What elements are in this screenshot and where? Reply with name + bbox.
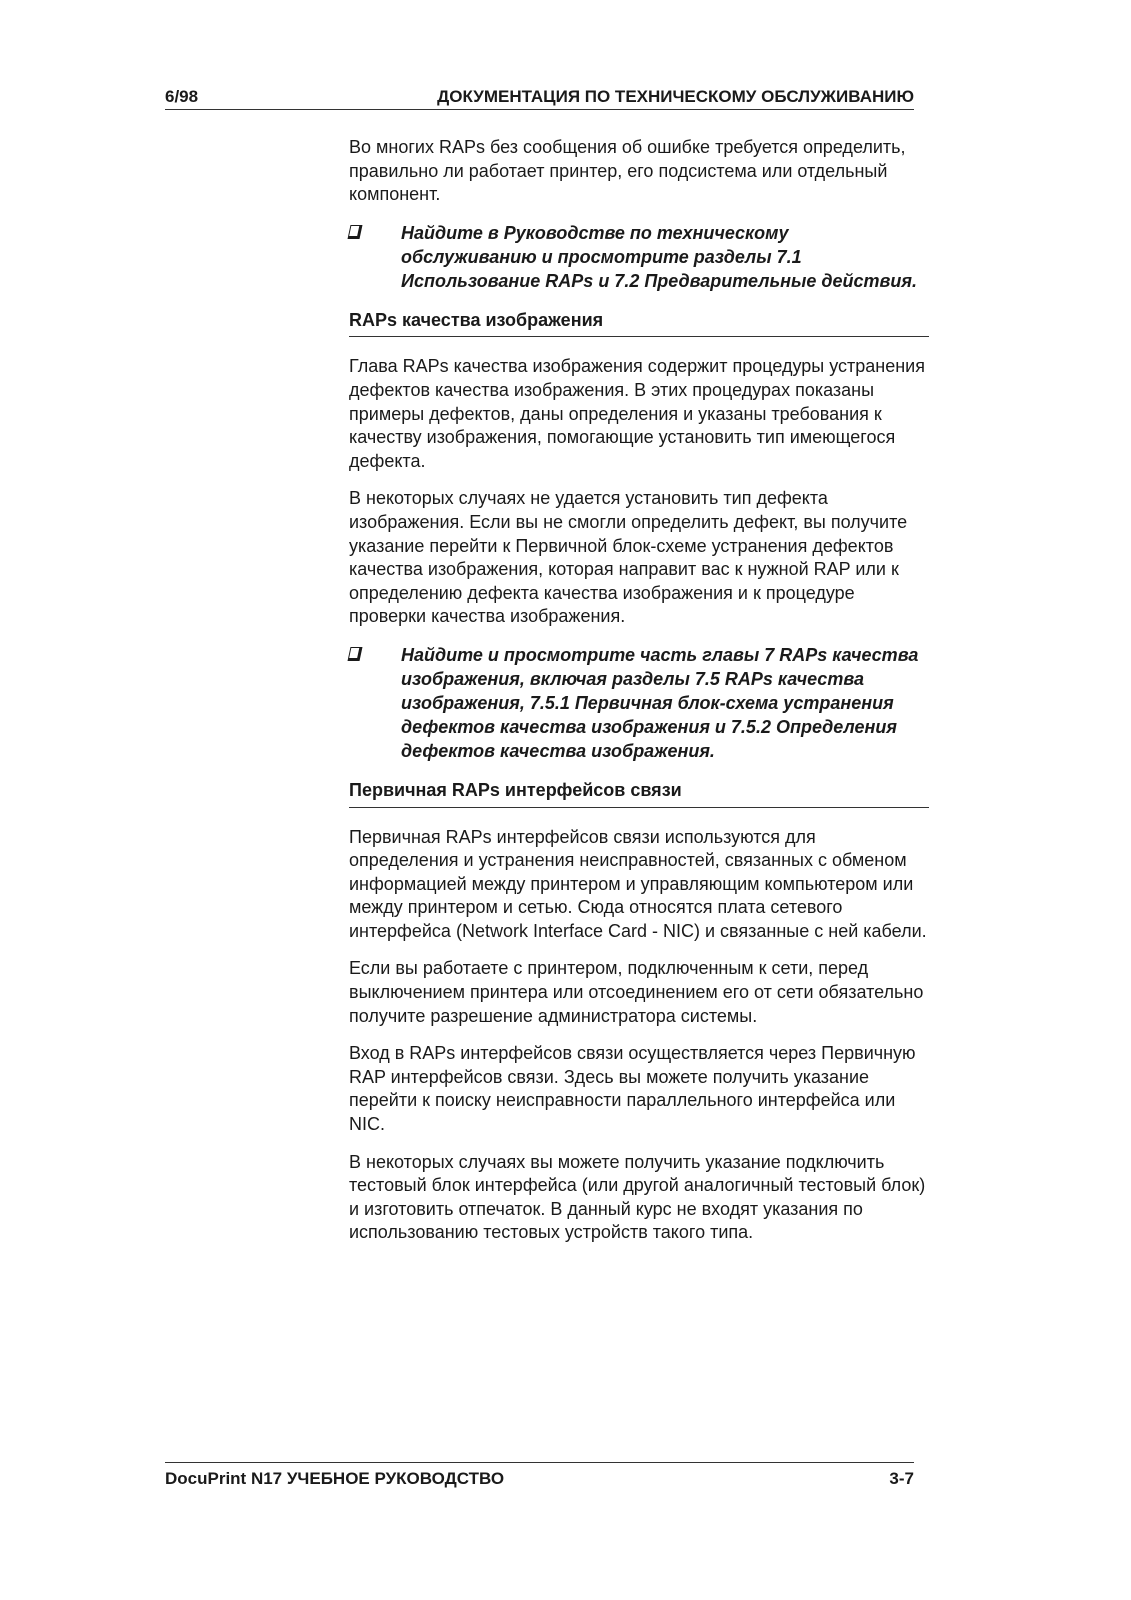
- section2-paragraph-4: В некоторых случаях вы можете получить указание подключить тестовый блок интерфейса (или другой аналогичный тестовый блок) и изготовить отпечаток. В данный курс не входят указания по использованию тестовых устройств такого типа.: [349, 1151, 926, 1243]
- section2-paragraph-2: Если вы работаете с принтером, подключенным к сети, перед выключением принтера или отсоединением его от сети обязательно получите разрешение администратора системы.: [349, 958, 924, 1026]
- main-content: [349, 136, 929, 1259]
- footer-title: DocuPrint N17 УЧЕБНОЕ РУКОВОДСТВО: [165, 1469, 505, 1488]
- section1-paragraph-2: В некоторых случаях не удается установить тип дефекта изображения. Если вы не смогли определить дефект, вы получите указание перейти к Первичной блок-схеме устранения дефектов качества изображения, которая направит вас к нужной RAP или к определению дефекта качества изображения и к процедуре проверки качества изображения.: [349, 488, 908, 627]
- note-2-text: Найдите и просмотрите часть главы 7 RAPs качества изображения, включая разделы 7.5 RAPs качества изображения, 7.5.1 Первичная блок-схема устранения дефектов качества изображения и 7.5.2 Определения дефектов качества изображения.: [401, 644, 919, 761]
- section-heading-image-quality: RAPs качества изображения: [349, 309, 929, 338]
- page-footer: [165, 1462, 914, 1488]
- section2-paragraph-1: Первичная RAPs интерфейсов связи используются для определения и устранения неисправностей, связанных с обменом информацией между принтером и управляющим компьютером или между принтером и сетью. Сюда относятся плата сетевого интерфейса (Network Interface Card - NIC) и связанные с ней кабели.: [349, 826, 927, 941]
- section2-paragraph-3: Вход в RAPs интерфейсов связи осуществляется через Первичную RAP интерфейсов связи. Здесь вы можете получить указание перейти к поиску неисправности параллельного интерфейса или NIC.: [349, 1043, 916, 1135]
- note-2: [349, 643, 929, 763]
- checkbox-icon: [348, 647, 363, 661]
- header-title: ДОКУМЕНТАЦИЯ ПО ТЕХНИЧЕСКОМУ ОБСЛУЖИВАНИЮ: [437, 87, 914, 106]
- note-1: [349, 221, 929, 293]
- intro-paragraph: Во многих RAPs без сообщения об ошибке требуется определить, правильно ли работает принтер, его подсистема или отдельный компонент.: [349, 137, 906, 205]
- header-date: 6/98: [165, 87, 199, 106]
- checkbox-icon: [348, 225, 363, 239]
- section-heading-communication: Первичная RAPs интерфейсов связи: [349, 779, 929, 808]
- note-1-text: Найдите в Руководстве по техническому обслуживанию и просмотрите разделы 7.1 Использование RAPs и 7.2 Предварительные действия.: [401, 222, 918, 291]
- page-number: 3-7: [889, 1469, 914, 1488]
- page-header: [165, 85, 914, 110]
- section1-paragraph-1: Глава RAPs качества изображения содержит процедуры устранения дефектов качества изображения. В этих процедурах показаны примеры дефектов, даны определения и указаны требования к качеству изображения, помогающие установить тип имеющегося дефекта.: [349, 356, 925, 471]
